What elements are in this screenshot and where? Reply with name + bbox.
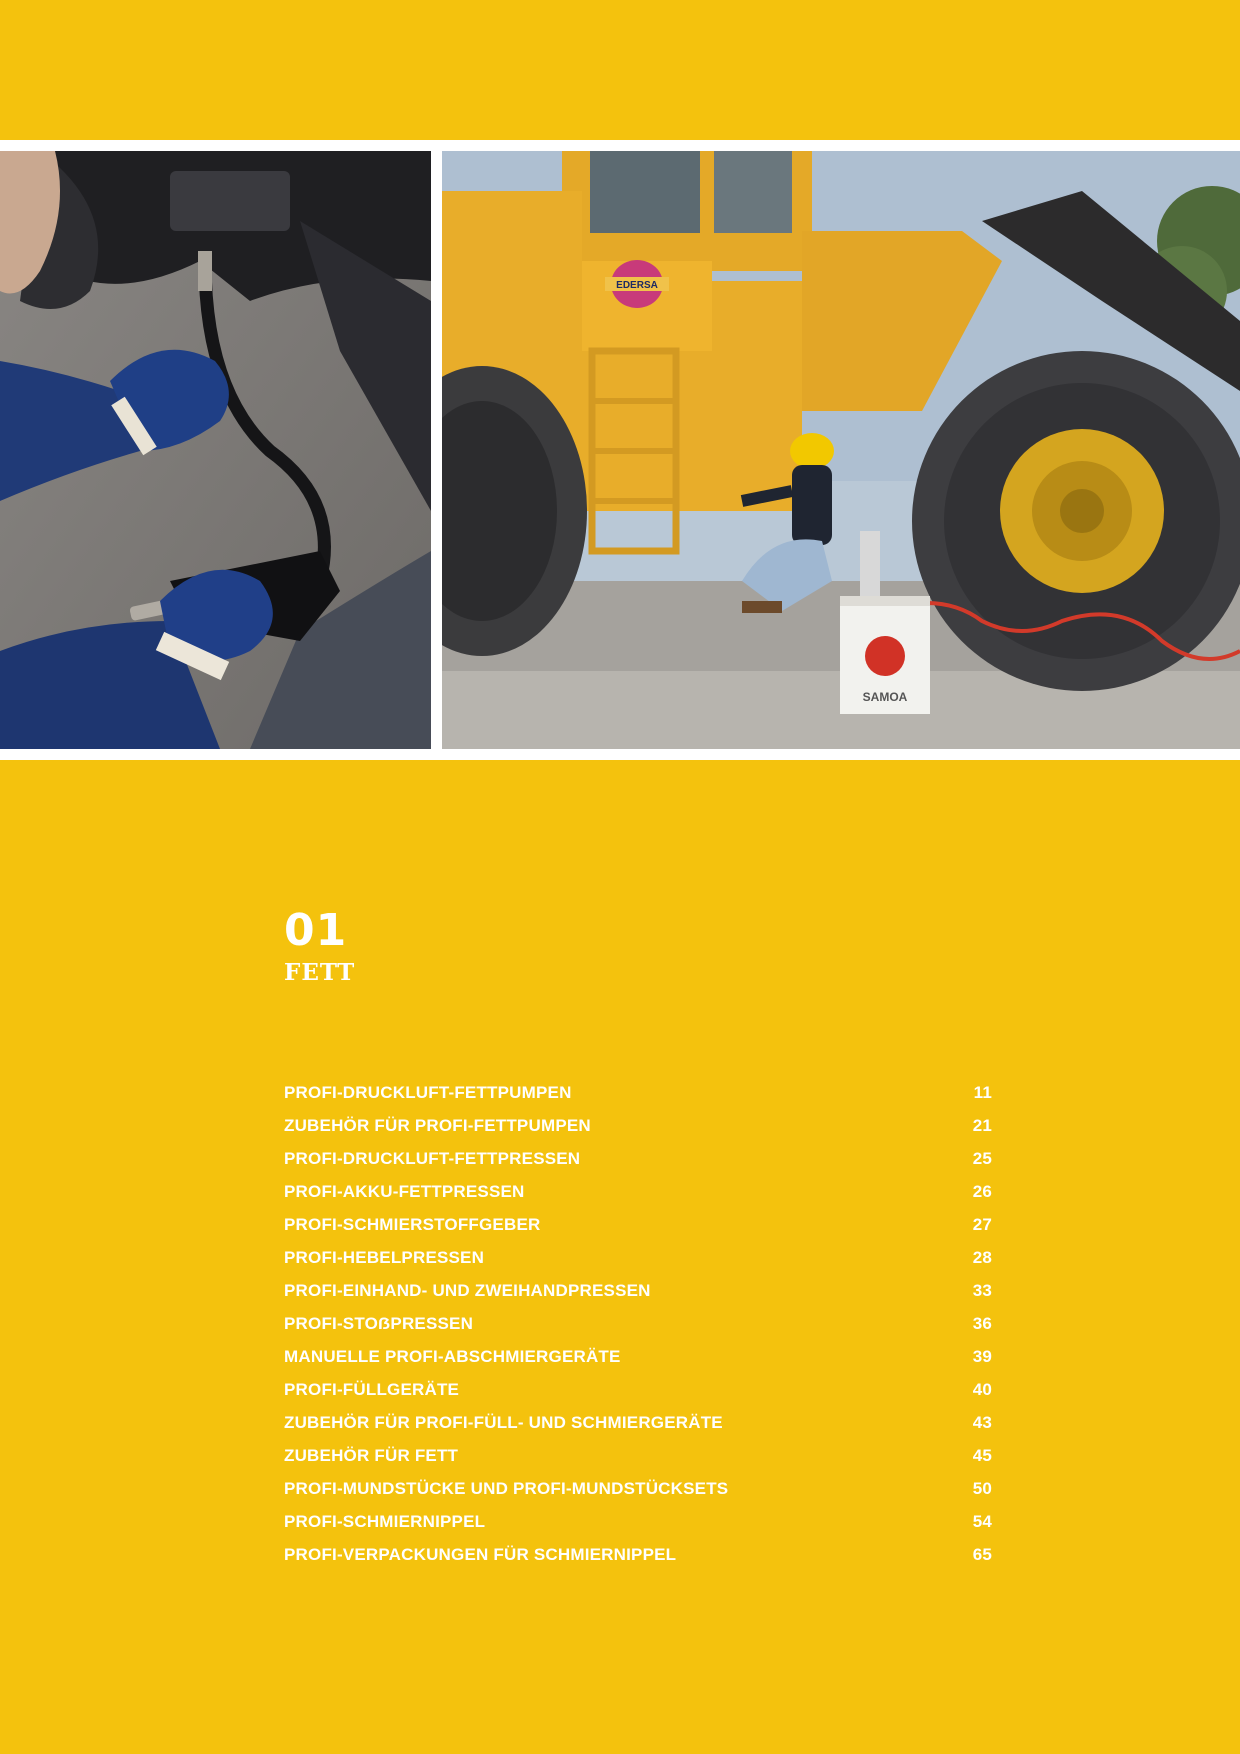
toc-entry-page: 45: [972, 1446, 992, 1465]
toc-entry-label: PROFI-HEBELPRESSEN: [284, 1248, 485, 1267]
toc-entry[interactable]: [284, 1472, 992, 1505]
toc-entry[interactable]: [284, 1076, 992, 1109]
toc-entry-label: PROFI-SCHMIERSTOFFGEBER: [284, 1215, 541, 1234]
toc-entry-page: 33: [972, 1281, 992, 1300]
toc-entry[interactable]: [284, 1439, 992, 1472]
toc-entry-label: PROFI-STOẞPRESSEN: [284, 1314, 474, 1333]
chapter-title: FETT: [284, 959, 356, 986]
toc-entry[interactable]: [284, 1241, 992, 1274]
grease-gun-photo: [0, 151, 431, 749]
toc-entry-label: ZUBEHÖR FÜR PROFI-FETTPUMPEN: [284, 1116, 591, 1135]
svg-text:SAMOA: SAMOA: [862, 690, 908, 704]
toc-entry-page: 40: [972, 1380, 992, 1399]
toc-entry-page: 65: [972, 1545, 992, 1564]
toc-entry-label: ZUBEHÖR FÜR PROFI-FÜLL- UND SCHMIERGERÄTE: [284, 1413, 723, 1432]
toc-entry-label: PROFI-MUNDSTÜCKE UND PROFI-MUNDSTÜCKSETS: [284, 1479, 729, 1498]
photo-band: [0, 140, 1240, 760]
toc-entry-page: 27: [972, 1215, 992, 1234]
toc-entry-label: MANUELLE PROFI-ABSCHMIERGERÄTE: [284, 1347, 621, 1366]
toc-entry[interactable]: [284, 1208, 992, 1241]
toc-entry-label: PROFI-DRUCKLUFT-FETTPRESSEN: [284, 1149, 581, 1168]
toc-entry-label: PROFI-AKKU-FETTPRESSEN: [284, 1182, 525, 1201]
toc-entry[interactable]: [284, 1175, 992, 1208]
toc-entry[interactable]: [284, 1373, 992, 1406]
toc-entry-label: PROFI-EINHAND- UND ZWEIHANDPRESSEN: [284, 1281, 651, 1300]
toc-entry-page: 25: [972, 1149, 992, 1168]
toc-entry[interactable]: [284, 1406, 992, 1439]
toc-entry[interactable]: [284, 1505, 992, 1538]
toc-entry[interactable]: [284, 1274, 992, 1307]
toc-entry[interactable]: [284, 1307, 992, 1340]
toc-entry[interactable]: [284, 1142, 992, 1175]
toc-entry-page: 36: [972, 1314, 992, 1333]
toc-entry-page: 50: [972, 1479, 992, 1498]
toc-entry-page: 28: [972, 1248, 992, 1267]
toc-entry-label: ZUBEHÖR FÜR FETT: [284, 1446, 459, 1465]
toc-entry-label: PROFI-FÜLLGERÄTE: [284, 1380, 460, 1399]
toc-entry-page: 54: [972, 1512, 992, 1531]
toc-entry-page: 26: [972, 1182, 992, 1201]
toc-entry-page: 11: [973, 1083, 992, 1102]
chapter-number: 01: [284, 905, 348, 956]
wheel-loader-photo: [442, 151, 1240, 749]
toc-entry-label: PROFI-DRUCKLUFT-FETTPUMPEN: [284, 1083, 572, 1102]
toc-entry[interactable]: [284, 1538, 992, 1571]
toc-entry[interactable]: [284, 1340, 992, 1373]
svg-text:EDERSA: EDERSA: [616, 280, 658, 291]
toc-entry[interactable]: [284, 1109, 992, 1142]
chapter-heading: [284, 906, 355, 988]
toc-entry-page: 21: [972, 1116, 992, 1135]
toc-entry-label: PROFI-SCHMIERNIPPEL: [284, 1512, 486, 1531]
toc-entry-page: 43: [972, 1413, 992, 1432]
toc-entry-label: PROFI-VERPACKUNGEN FÜR SCHMIERNIPPEL: [284, 1545, 677, 1564]
table-of-contents: [284, 1076, 992, 1571]
toc-entry-page: 39: [972, 1347, 992, 1366]
